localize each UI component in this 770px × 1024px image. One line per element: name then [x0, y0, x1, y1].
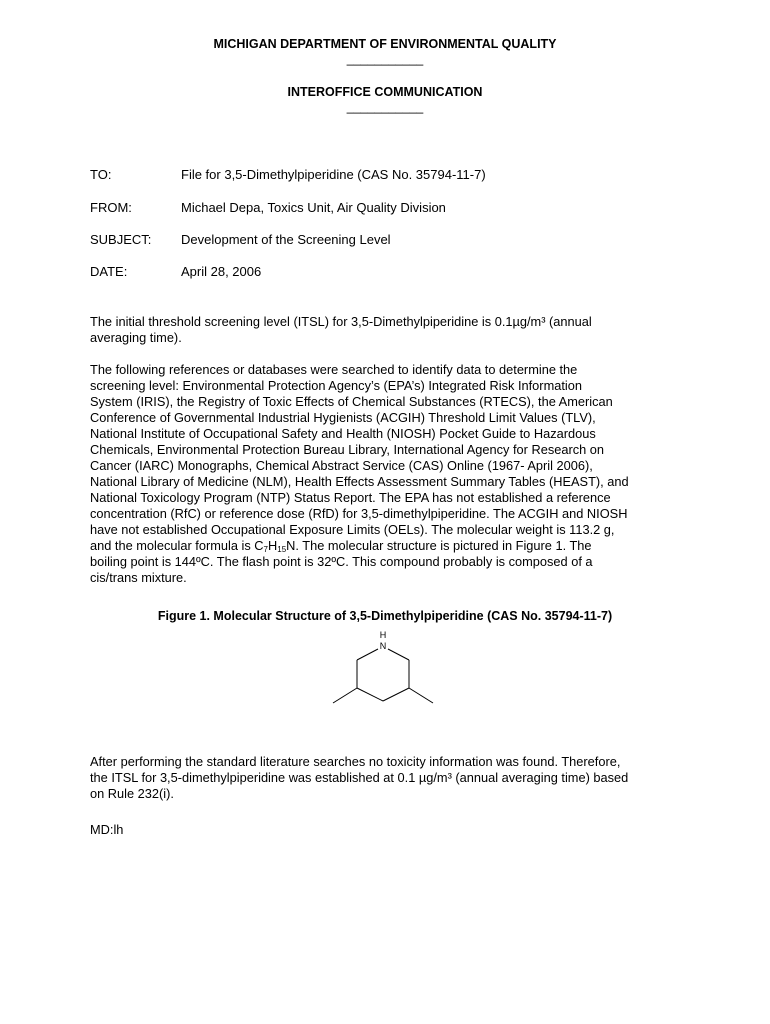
- paragraph-line: National Library of Medicine (NLM), Health Effects Assessment Summary Tables (HEAST), and: [90, 474, 629, 489]
- paragraph-line: Cancer (IARC) Monographs, Chemical Abstract Service (CAS) Online (1967- April 2006),: [90, 458, 593, 473]
- to-label: TO:: [90, 167, 112, 182]
- paragraph-line: have not established Occupational Exposure Limits (OELs). The molecular weight is 113.2 g,: [90, 522, 615, 537]
- formula-text-h: H: [268, 538, 278, 553]
- title-rule: ___________: [346, 100, 424, 114]
- paragraph-line: cis/trans mixture.: [90, 570, 187, 585]
- paragraph-line: National Toxicology Program (NTP) Status Report. The EPA has not established a reference: [90, 490, 611, 505]
- paragraph-line: the ITSL for 3,5-dimethylpiperidine was established at 0.1 µg/m³ (annual averaging time) based: [90, 770, 629, 785]
- bond-c5-c4: [383, 688, 409, 701]
- paragraph-line: System (IRIS), the Registry of Toxic Effects of Chemical Substances (RTECS), the American: [90, 394, 613, 409]
- paragraph-line: The initial threshold screening level (ITSL) for 3,5-Dimethylpiperidine is 0.1µg/m³ (annual: [90, 314, 592, 329]
- paragraph-line: screening level: Environmental Protection Agency’s (EPA’s) Integrated Risk Information: [90, 378, 582, 393]
- to-value: File for 3,5-Dimethylpiperidine (CAS No. 35794-11-7): [181, 167, 486, 182]
- bond-c3-methyl: [333, 688, 357, 703]
- itsl-paragraph: [90, 314, 690, 346]
- paragraph-line: concentration (RfC) or reference dose (RfD) for 3,5-dimethylpiperidine. The ACGIH and NIOSH: [90, 506, 628, 521]
- document-title: INTEROFFICE COMMUNICATION: [287, 85, 483, 99]
- paragraph-line: boiling point is 144ºC. The flash point is 32ºC. This compound probably is composed of a: [90, 554, 593, 569]
- figure-caption: Figure 1. Molecular Structure of 3,5-Dimethylpiperidine (CAS No. 35794-11-7): [157, 609, 613, 623]
- from-label: FROM:: [90, 200, 132, 215]
- paragraph-line: Conference of Governmental Industrial Hygienists (ACGIH) Threshold Limit Values (TLV),: [90, 410, 596, 425]
- date-label: DATE:: [90, 264, 128, 279]
- subject-value: Development of the Screening Level: [181, 232, 391, 247]
- formula-text-pre: and the molecular formula is C: [90, 538, 264, 553]
- signoff: MD:lh: [90, 822, 124, 837]
- date-value: April 28, 2006: [181, 264, 262, 279]
- conclusion-paragraph: [90, 754, 690, 802]
- department-heading: MICHIGAN DEPARTMENT OF ENVIRONMENTAL QUALITY: [213, 37, 557, 51]
- bond-n-c6: [388, 649, 409, 660]
- nitrogen-atom-label: N: [379, 641, 387, 651]
- paragraph-line: The following references or databases were searched to identify data to determine the: [90, 362, 578, 377]
- subject-label: SUBJECT:: [90, 232, 152, 247]
- paragraph-line: Chemicals, Environmental Protection Bureau Library, International Agency for Research on: [90, 442, 605, 457]
- heading-rule: ___________: [346, 52, 424, 66]
- bond-n-c2: [357, 649, 378, 660]
- formula-text-post: N. The molecular structure is pictured in Figure 1. The: [286, 538, 592, 553]
- paragraph-line-formula: [90, 538, 690, 554]
- hydrogen-atom-label: H: [379, 630, 387, 640]
- paragraph-line: averaging time).: [90, 330, 182, 345]
- bond-c3-c4: [357, 688, 383, 701]
- molecular-structure-diagram: [320, 628, 450, 712]
- bond-c5-methyl: [409, 688, 433, 703]
- formula-subscript-h: 15: [277, 545, 287, 554]
- from-value: Michael Depa, Toxics Unit, Air Quality Division: [181, 200, 446, 215]
- paragraph-line: National Institute of Occupational Safety and Health (NIOSH) Pocket Guide to Hazardous: [90, 426, 596, 441]
- paragraph-line: on Rule 232(i).: [90, 786, 174, 801]
- formula-subscript-c: 7: [263, 545, 268, 554]
- references-paragraph: [90, 362, 690, 586]
- paragraph-line: After performing the standard literature searches no toxicity information was found. Therefore,: [90, 754, 621, 769]
